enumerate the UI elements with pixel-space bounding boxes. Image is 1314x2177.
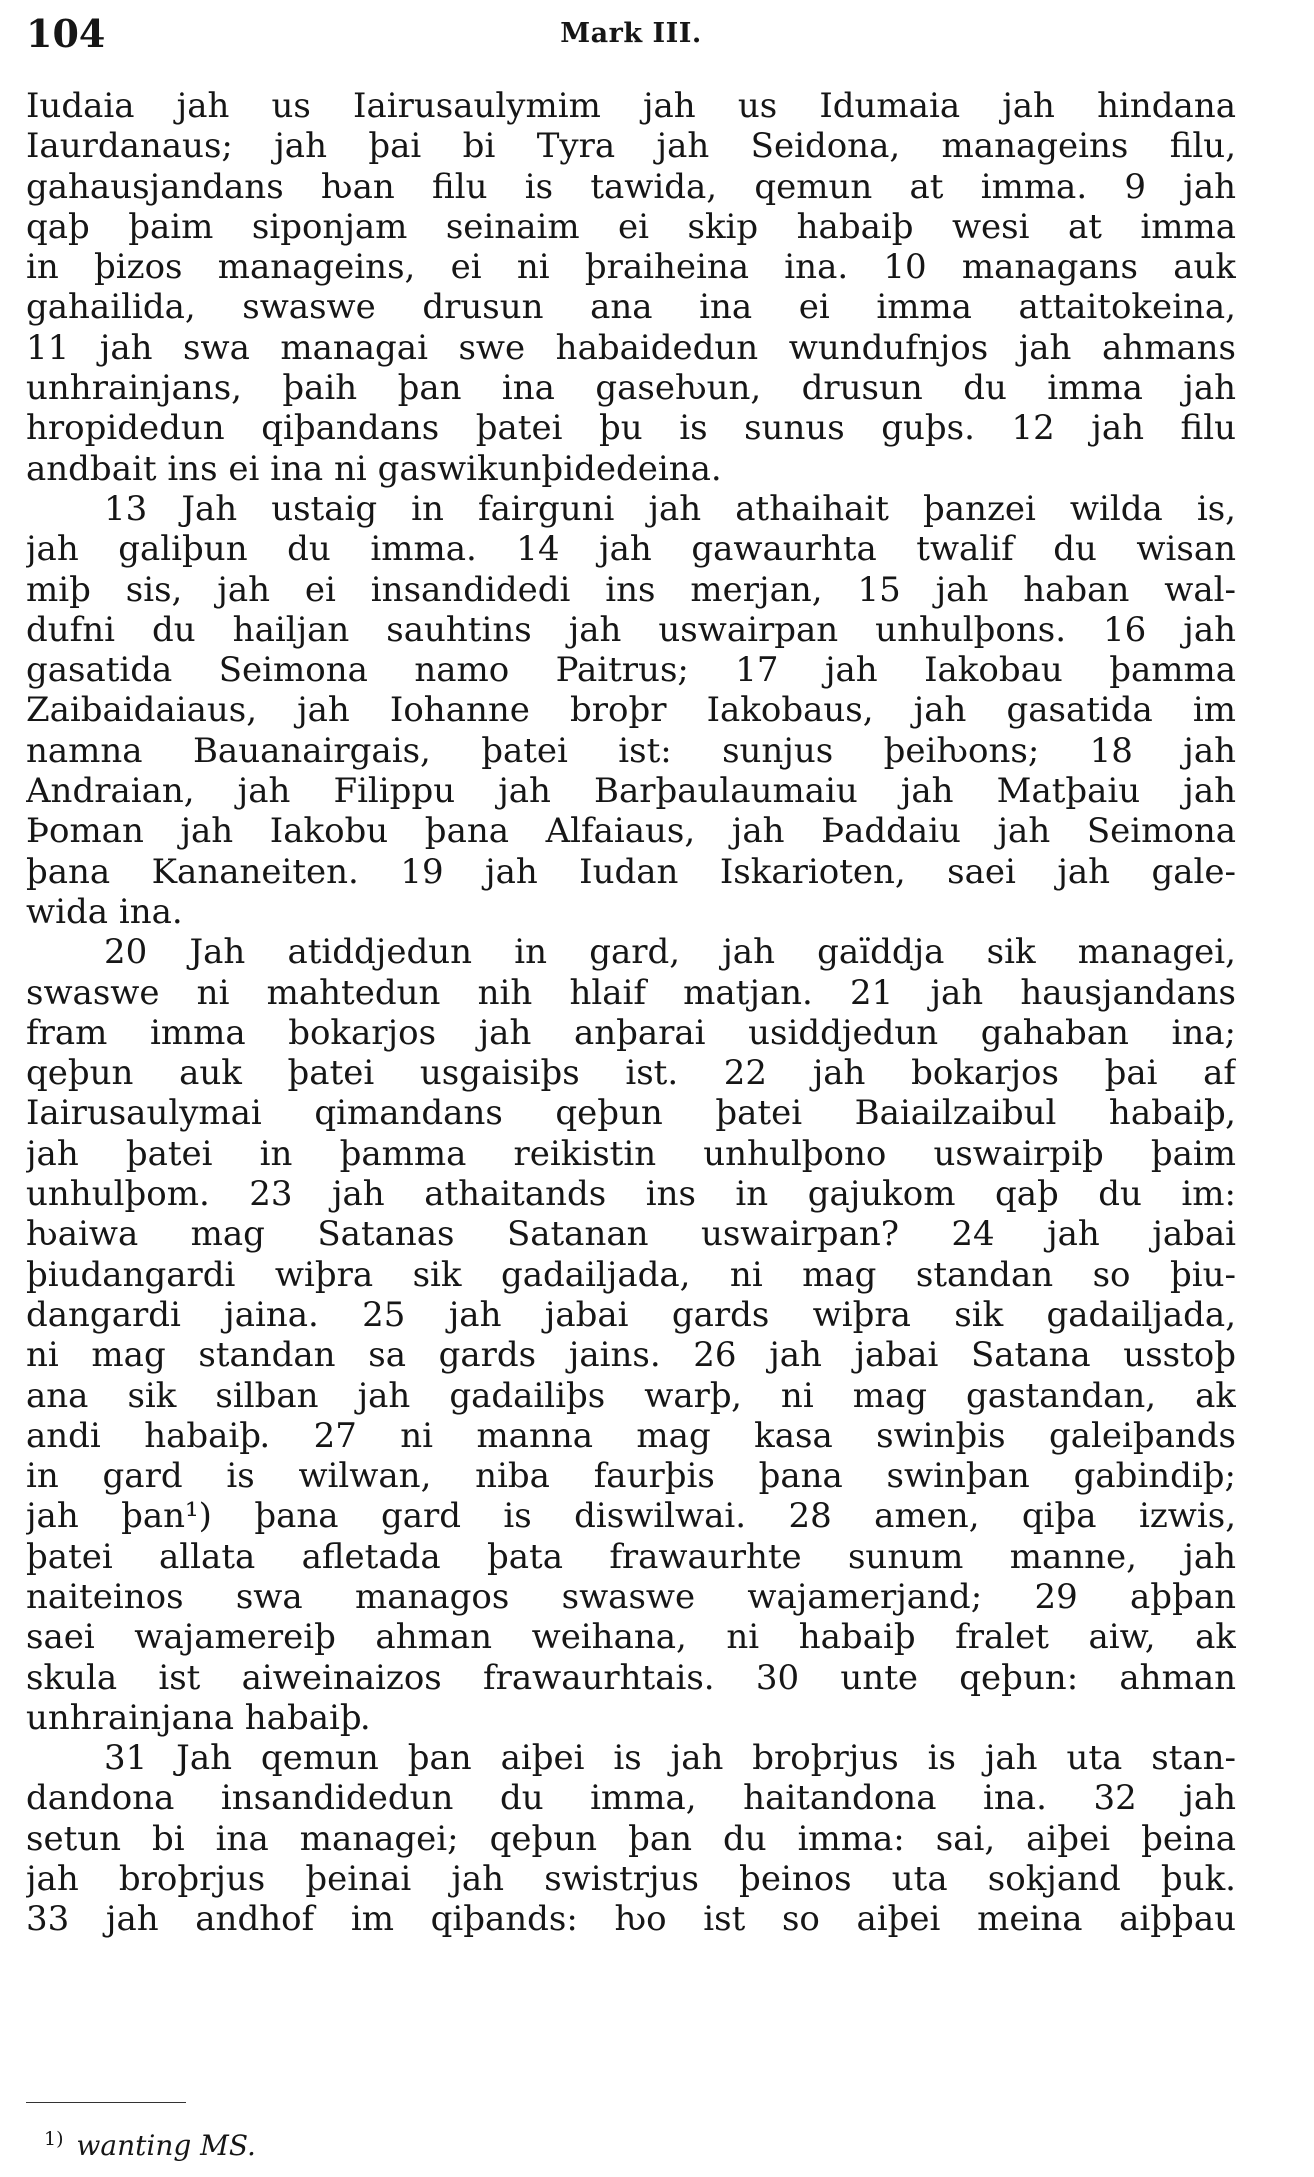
text-line: Iudaia jah us Iairusaulymim jah us Idumaia jah hindana: [26, 86, 1236, 126]
text-line: skula ist aiweinaizos frawaurhtais. 30 unte qeþun: ahman: [26, 1657, 1236, 1698]
text-line: ni mag standan sa gards jains. 26 jah jabai Satana usstoþ: [26, 1335, 1236, 1376]
text-line: qaþ þaim siponjam seinaim ei skip habaiþ wesi at imma: [26, 206, 1236, 247]
text-line: þatei allata afletada þata frawaurhte sunum manne, jah: [26, 1536, 1236, 1577]
text-line: unhulþom. 23 jah athaitands ins in gajukom qaþ du im:: [26, 1174, 1236, 1215]
paragraph-start-line: 31 Jah qemun þan aiþei is jah broþrjus is jah uta stan-: [104, 1738, 1236, 1779]
text-line: in gard is wilwan, niba faurþis þana swinþan gabindiþ;: [26, 1456, 1236, 1497]
page-number: 104: [26, 11, 106, 56]
text-line: þiudangardi wiþra sik gadailjada, ni mag standan so þiu-: [26, 1254, 1236, 1295]
text-line: jah galiþun du imma. 14 jah gawaurhta twalif du wisan: [26, 529, 1236, 570]
text-line: miþ sis, jah ei insandidedi ins merjan, 15 jah haban wal-: [26, 569, 1236, 610]
text-line: unhrainjans, þaih þan ina gaseƕun, drusun du imma jah: [26, 368, 1236, 409]
text-line: setun bi ina managei; qeþun þan du imma: sai, aiþei þeina: [26, 1818, 1236, 1859]
text-line: unhrainjana habaiþ.: [26, 1697, 371, 1738]
paragraph-start-line: 13 Jah ustaig in fairguni jah athaihait þanzei wilda is,: [104, 488, 1236, 529]
text-line: saei wajamereiþ ahman weihana, ni habaiþ fralet aiw, ak: [26, 1617, 1236, 1658]
text-line: andbait ins ei ina ni gaswikunþidedeina.: [26, 448, 722, 489]
text-line: 33 jah andhof im qiþands: ƕo ist so aiþei meina aiþþau: [26, 1899, 1236, 1940]
footnote-marker: 1): [44, 2127, 64, 2150]
footnote: [44, 2126, 256, 2166]
text-line: swaswe ni mahtedun nih hlaif matjan. 21 jah hausjandans: [26, 972, 1236, 1013]
text-line: in þizos manageins, ei ni þraiheina ina. 10 managans auk: [26, 247, 1236, 288]
text-line: naiteinos swa managos swaswe wajamerjand; 29 aþþan: [26, 1576, 1236, 1617]
text-line: wida ina.: [26, 891, 183, 932]
text-line: dangardi jaina. 25 jah jabai gards wiþra sik gadailjada,: [26, 1294, 1236, 1335]
text-line: 11 jah swa managai swe habaidedun wundufnjos jah ahmans: [26, 327, 1236, 368]
text-line: jah þan¹) þana gard is diswilwai. 28 amen, qiþa izwis,: [26, 1496, 1236, 1537]
text-line: dandona insandidedun du imma, haitandona ina. 32 jah: [26, 1778, 1236, 1819]
text-line: Iaurdanaus; jah þai bi Tyra jah Seidona, manageins filu,: [26, 126, 1236, 167]
text-line: þana Kananeiten. 19 jah Iudan Iskarioten, saei jah gale-: [26, 851, 1236, 892]
text-line: ana sik silban jah gadailiþs warþ, ni mag gastandan, ak: [26, 1375, 1236, 1416]
text-line: namna Bauanairgais, þatei ist: sunjus þeiƕons; 18 jah: [26, 730, 1236, 771]
text-line: Iairusaulymai qimandans qeþun þatei Baiailzaibul habaiþ,: [26, 1093, 1236, 1134]
page-header: [26, 8, 1236, 60]
paragraph-start-line: 20 Jah atiddjedun in gard, jah gaïddja sik managei,: [104, 932, 1236, 973]
text-line: dufni du hailjan sauhtins jah uswairpan unhulþons. 16 jah: [26, 609, 1236, 650]
text-line: jah þatei in þamma reikistin unhulþono uswairpiþ þaim: [26, 1133, 1236, 1174]
text-line: jah broþrjus þeinai jah swistrjus þeinos uta sokjand þuk.: [26, 1859, 1236, 1900]
text-line: fram imma bokarjos jah anþarai usiddjedun gahaban ina;: [26, 1012, 1236, 1053]
text-line: Andraian, jah Filippu jah Barþaulaumaiu jah Matþaiu jah: [26, 771, 1236, 812]
body-text: [26, 86, 1236, 1940]
text-line: gahailida, swaswe drusun ana ina ei imma attaitokeina,: [26, 287, 1236, 328]
running-head: Mark III.: [560, 18, 702, 49]
text-line: gahausjandans ƕan filu is tawida, qemun at imma. 9 jah: [26, 166, 1236, 207]
text-line: hropidedun qiþandans þatei þu is sunus guþs. 12 jah filu: [26, 408, 1236, 449]
text-line: ƕaiwa mag Satanas Satanan uswairpan? 24 jah jabai: [26, 1214, 1236, 1255]
text-line: Þoman jah Iakobu þana Alfaiaus, jah Þaddaiu jah Seimona: [26, 811, 1236, 852]
footnote-text: wanting MS.: [76, 2129, 256, 2162]
text-line: andi habaiþ. 27 ni manna mag kasa swinþis galeiþands: [26, 1415, 1236, 1456]
text-line: Zaibaidaiaus, jah Iohanne broþr Iakobaus, jah gasatida im: [26, 690, 1236, 731]
text-line: gasatida Seimona namo Paitrus; 17 jah Iakobau þamma: [26, 650, 1236, 691]
text-line: qeþun auk þatei usgaisiþs ist. 22 jah bokarjos þai af: [26, 1053, 1236, 1094]
footnote-divider: [26, 2102, 186, 2103]
